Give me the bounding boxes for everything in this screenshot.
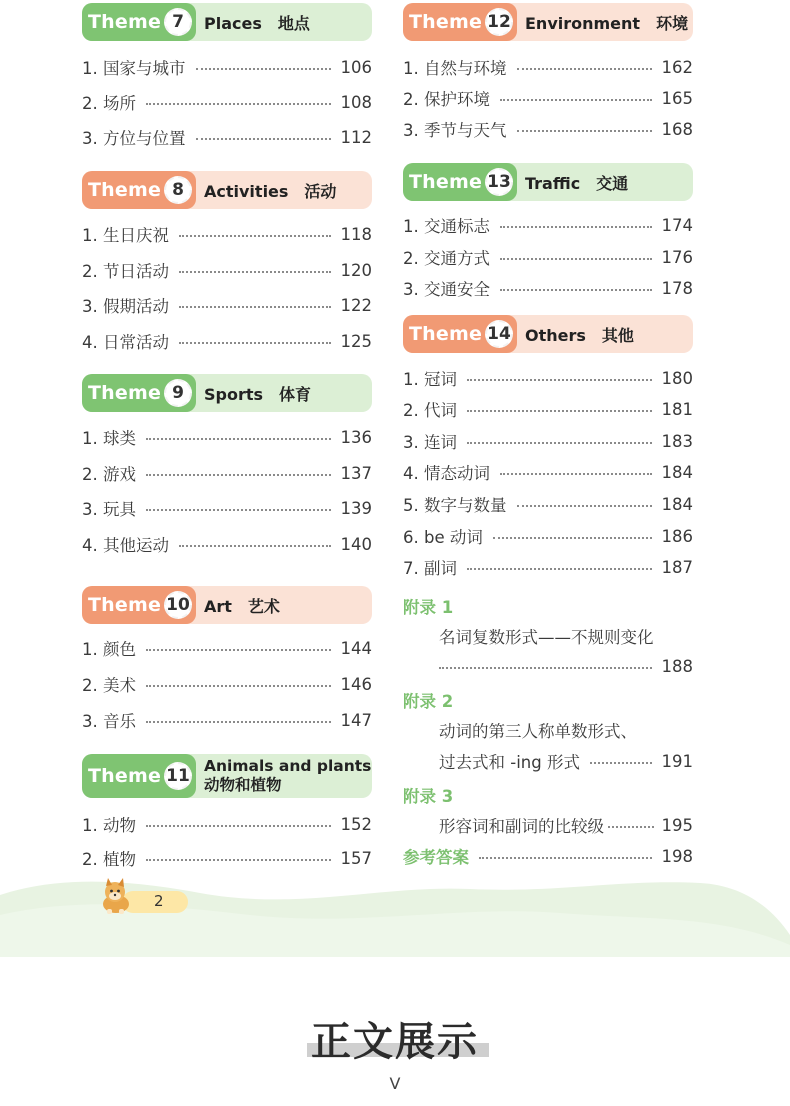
toc-page: 122 <box>340 295 372 315</box>
toc-page: 198 <box>661 846 693 866</box>
leader-dots <box>179 235 331 237</box>
leader-dots <box>146 509 331 511</box>
leader-dots <box>517 68 652 70</box>
theme-number: 9 <box>164 379 192 407</box>
toc-label: 2. 场所 <box>82 94 136 113</box>
toc-label: 1. 球类 <box>82 429 136 448</box>
theme-number: 14 <box>485 320 513 348</box>
toc-row <box>439 654 693 678</box>
theme-8-tab <box>82 171 196 209</box>
toc-row <box>82 708 372 732</box>
leader-dots <box>439 667 652 669</box>
toc-page: 146 <box>340 674 372 694</box>
toc-row <box>403 524 693 548</box>
toc-page: 191 <box>661 751 693 771</box>
toc-label: 3. 连词 <box>403 433 457 452</box>
theme-word: Theme <box>409 323 483 345</box>
toc-label: 1. 国家与城市 <box>82 59 186 78</box>
toc-row <box>403 844 693 868</box>
toc-label: 4. 情态动词 <box>403 464 490 483</box>
toc-label: 2. 交通方式 <box>403 249 490 268</box>
toc-label: 2. 保护环境 <box>403 90 490 109</box>
theme-number: 8 <box>164 176 192 204</box>
theme-number: 11 <box>164 762 192 790</box>
toc-label: 5. 数字与数量 <box>403 496 507 515</box>
toc-row <box>403 397 693 421</box>
leader-dots <box>517 130 652 132</box>
toc-label: 1. 自然与环境 <box>403 59 507 78</box>
toc-label: 3. 交通安全 <box>403 280 490 299</box>
toc-page: 106 <box>340 57 372 77</box>
leader-dots <box>146 474 331 476</box>
toc-label: 6. be 动词 <box>403 528 483 547</box>
toc-label: 1. 动物 <box>82 816 136 835</box>
toc-row <box>82 672 372 696</box>
toc-row <box>403 55 693 79</box>
toc-page: 183 <box>661 431 693 451</box>
theme-7-header <box>82 3 372 41</box>
toc-page: 174 <box>661 215 693 235</box>
toc-page: 195 <box>661 815 693 835</box>
theme-title-line2: 动物和植物 <box>204 776 282 794</box>
toc-row <box>82 125 372 149</box>
toc-row <box>82 812 372 836</box>
leader-dots <box>146 685 331 687</box>
toc-label: 2. 节日活动 <box>82 262 169 281</box>
theme-word: Theme <box>88 179 162 201</box>
leader-dots <box>179 342 331 344</box>
theme-title: Others 其他 <box>525 325 634 345</box>
answers-title: 参考答案 <box>403 848 469 867</box>
leader-dots <box>196 68 331 70</box>
roman-page-number: V <box>389 1074 401 1093</box>
toc-page: 108 <box>340 92 372 112</box>
toc-row <box>403 276 693 300</box>
leader-dots <box>467 442 652 444</box>
toc-row <box>403 245 693 269</box>
theme-title: Activities 活动 <box>204 181 337 201</box>
toc-row <box>82 293 372 317</box>
appendix-1-title: 附录 1 <box>403 598 454 617</box>
toc-row <box>403 429 693 453</box>
toc-page: 157 <box>340 848 372 868</box>
leader-dots <box>479 857 652 859</box>
toc-label: 形容词和副词的比较级 <box>439 817 604 836</box>
toc-page: 125 <box>340 331 372 351</box>
leader-dots <box>500 99 652 101</box>
toc-row <box>439 813 693 837</box>
toc-label: 4. 其他运动 <box>82 536 169 555</box>
appendix-3-title: 附录 3 <box>403 787 454 806</box>
leader-dots <box>146 825 331 827</box>
toc-row <box>82 55 372 79</box>
toc-page: 165 <box>661 88 693 108</box>
theme-11-tab <box>82 754 196 798</box>
toc-page: 144 <box>340 638 372 658</box>
leader-dots <box>146 721 331 723</box>
leader-dots <box>146 103 331 105</box>
toc-label: 7. 副词 <box>403 559 457 578</box>
toc-label: 1. 颜色 <box>82 640 136 659</box>
theme-word: Theme <box>409 11 483 33</box>
leader-dots <box>608 826 654 828</box>
appendix-2-title: 附录 2 <box>403 692 454 711</box>
toc-row <box>403 366 693 390</box>
toc-page: 136 <box>340 427 372 447</box>
theme-12-tab <box>403 3 517 41</box>
toc-page: 184 <box>661 462 693 482</box>
toc-page: 162 <box>661 57 693 77</box>
toc-row <box>82 425 372 449</box>
toc-label: 2. 代词 <box>403 401 457 420</box>
theme-10-header <box>82 586 372 624</box>
toc-row <box>439 749 693 773</box>
theme-8-header <box>82 171 372 209</box>
leader-dots <box>500 258 652 260</box>
theme-title-line1: Animals and plants <box>204 757 372 775</box>
toc-row <box>82 329 372 353</box>
toc-label: 1. 交通标志 <box>403 217 490 236</box>
theme-11-header <box>82 754 372 798</box>
leader-dots <box>517 505 652 507</box>
toc-label: 3. 方位与位置 <box>82 129 186 148</box>
theme-number: 12 <box>485 8 513 36</box>
toc-page: 176 <box>661 247 693 267</box>
toc-page: 112 <box>340 127 372 147</box>
theme-title: Traffic 交通 <box>525 173 629 193</box>
toc-page: 168 <box>661 119 693 139</box>
toc-page: 187 <box>661 557 693 577</box>
theme-number: 10 <box>164 591 192 619</box>
theme-13-header <box>403 163 693 201</box>
toc-page: 181 <box>661 399 693 419</box>
toc-row <box>403 213 693 237</box>
toc-page: 147 <box>340 710 372 730</box>
toc-page: 140 <box>340 534 372 554</box>
toc-label: 2. 植物 <box>82 850 136 869</box>
toc-row <box>82 258 372 282</box>
theme-14-tab <box>403 315 517 353</box>
toc-row <box>82 532 372 556</box>
leader-dots <box>467 410 652 412</box>
leader-dots <box>179 545 331 547</box>
toc-page: 184 <box>661 494 693 514</box>
theme-10-tab <box>82 586 196 624</box>
toc-label: 3. 假期活动 <box>82 297 169 316</box>
dog-icon <box>96 876 136 916</box>
leader-dots <box>146 859 331 861</box>
theme-word: Theme <box>88 765 162 787</box>
toc-row <box>82 90 372 114</box>
theme-word: Theme <box>409 171 483 193</box>
leader-dots <box>146 649 331 651</box>
appendix-1-text: 名词复数形式——不规则变化 <box>439 628 654 647</box>
theme-12-header <box>403 3 693 41</box>
theme-13-tab <box>403 163 517 201</box>
theme-title <box>204 754 371 798</box>
toc-label: 3. 玩具 <box>82 500 136 519</box>
leader-dots <box>179 306 331 308</box>
leader-dots <box>500 226 652 228</box>
theme-word: Theme <box>88 594 162 616</box>
page-number: 2 <box>154 892 164 910</box>
toc-page: 180 <box>661 368 693 388</box>
theme-number: 7 <box>164 8 192 36</box>
leader-dots <box>196 138 331 140</box>
toc-row <box>82 222 372 246</box>
toc-row <box>403 86 693 110</box>
toc-page: 118 <box>340 224 372 244</box>
toc-row <box>82 496 372 520</box>
toc-row <box>403 460 693 484</box>
theme-title: Sports 体育 <box>204 384 312 404</box>
toc-page: 186 <box>661 526 693 546</box>
leader-dots <box>493 537 652 539</box>
theme-title: Places 地点 <box>204 13 310 33</box>
leader-dots <box>467 379 652 381</box>
toc-row <box>82 636 372 660</box>
theme-7-tab <box>82 3 196 41</box>
toc-label: 2. 游戏 <box>82 465 136 484</box>
leader-dots <box>590 762 652 764</box>
toc-row <box>403 555 693 579</box>
appendix-2-text: 动词的第三人称单数形式、 <box>439 722 637 741</box>
toc-label: 3. 季节与天气 <box>403 121 507 140</box>
toc-label: 4. 日常活动 <box>82 333 169 352</box>
theme-title: Art 艺术 <box>204 596 280 616</box>
toc-row <box>403 492 693 516</box>
leader-dots <box>179 271 331 273</box>
toc-row <box>403 117 693 141</box>
toc-page: 120 <box>340 260 372 280</box>
toc-label: 3. 音乐 <box>82 712 136 731</box>
theme-title: Environment 环境 <box>525 13 689 33</box>
toc-label: 过去式和 -ing 形式 <box>439 753 580 772</box>
toc-page: 152 <box>340 814 372 834</box>
leader-dots <box>146 438 331 440</box>
toc-page: 188 <box>661 656 693 676</box>
page-number-badge <box>96 888 188 916</box>
section-title-text: 正文展示 <box>311 1019 479 1065</box>
toc-row <box>82 461 372 485</box>
leader-dots <box>467 568 652 570</box>
theme-14-header <box>403 315 693 353</box>
theme-word: Theme <box>88 382 162 404</box>
toc-row <box>82 846 372 870</box>
toc-label: 1. 生日庆祝 <box>82 226 169 245</box>
toc-page: 178 <box>661 278 693 298</box>
toc-label: 1. 冠词 <box>403 370 457 389</box>
theme-9-header <box>82 374 372 412</box>
toc-label: 2. 美术 <box>82 676 136 695</box>
section-title <box>0 1010 790 1067</box>
leader-dots <box>500 473 652 475</box>
toc-page: 139 <box>340 498 372 518</box>
theme-9-tab <box>82 374 196 412</box>
toc-page: 137 <box>340 463 372 483</box>
leader-dots <box>500 289 652 291</box>
theme-number: 13 <box>485 168 513 196</box>
theme-word: Theme <box>88 11 162 33</box>
